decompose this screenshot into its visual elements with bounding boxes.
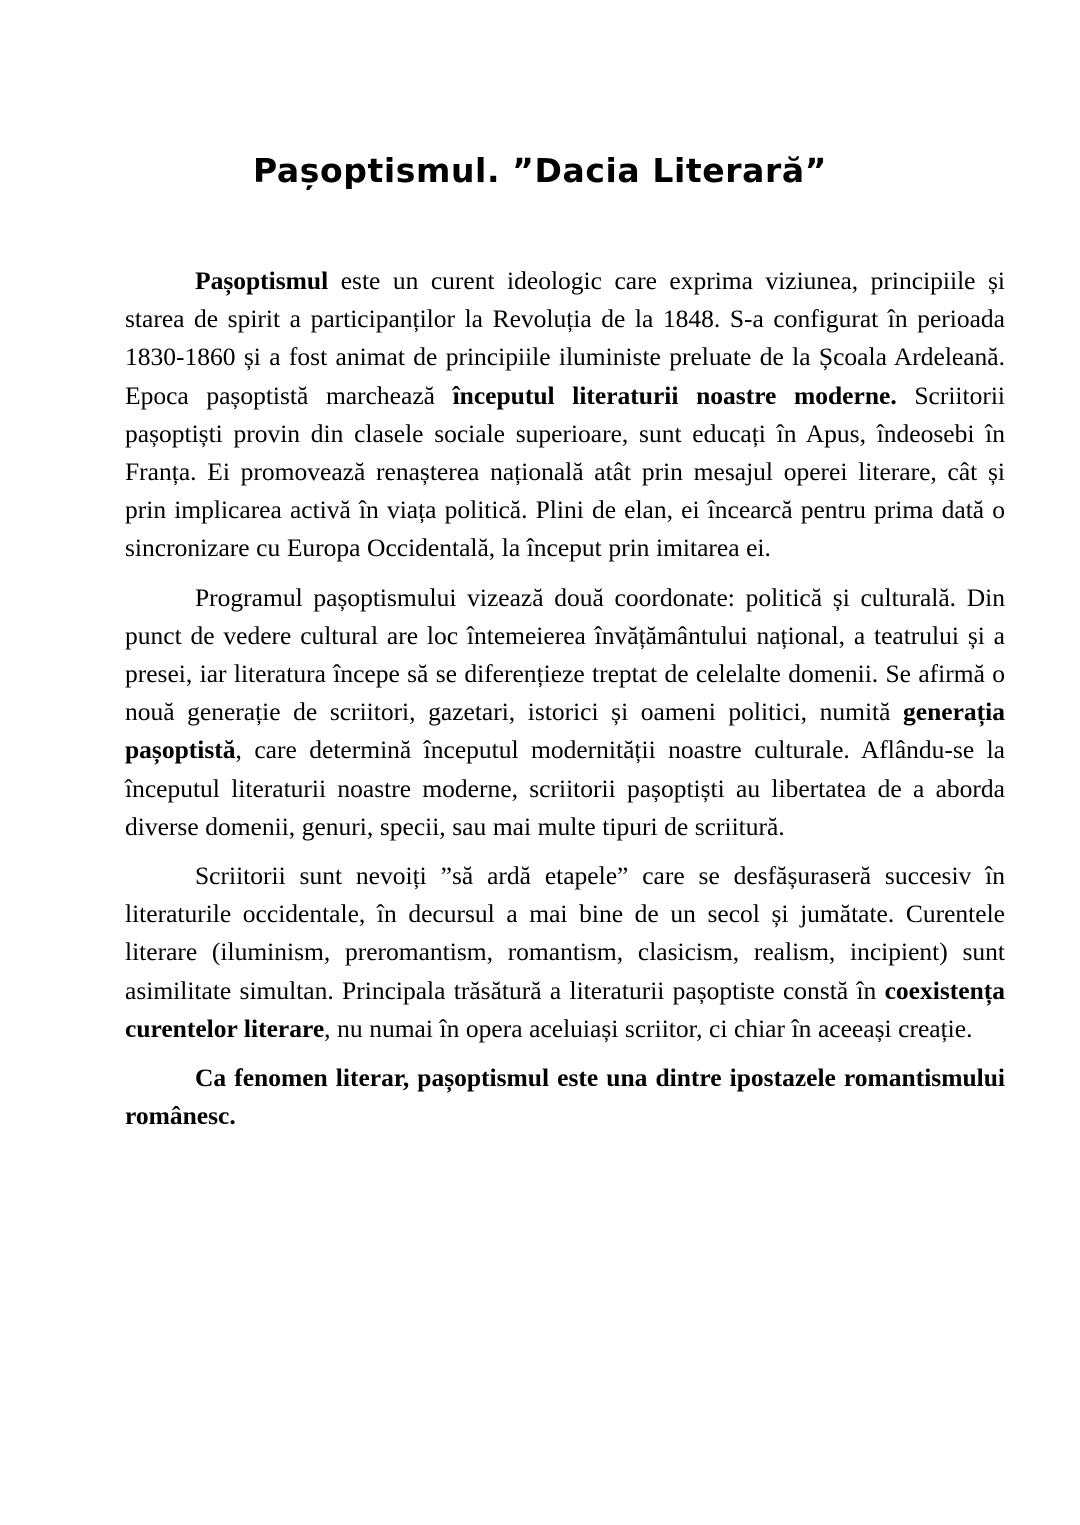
text-run-bold: generația pașoptistă xyxy=(125,697,1005,765)
text-run: Scriitorii sunt nevoiți ”să ardă etapele” care se desfășuraseră succesiv în literaturile occidentale, în decursul a mai bine de un secol și jumătate. Curentele literare (iluminism, preromantism, romantism, clasicism, realism, incipient) sunt asimilitate simultan. Principala trăsătură a literaturii pașoptiste constă în xyxy=(125,861,1005,1005)
text-run-bold: începutul literaturii noastre moderne. xyxy=(452,380,897,410)
text-run: Programul pașoptismului vizează două coordonate: politică și culturală. Din punct de vedere cultural are loc întemeierea învățământului național, a teatrului și a presei, iar literatura începe să se diferențieze treptat de celelalte domenii. Se afirmă o nouă generație de scriitori, gazetari, istorici și oameni politici, numită xyxy=(125,582,1005,727)
text-run: Scriitorii pașoptiști provin din clasele sociale superioare, sunt educați în Apus, îndeosebi în Franța. Ei promovează renașterea națională atât prin mesajul operei literare, cât și prin implicarea activă în viața politică. Plini de elan, ei încearcă pentru prima dată o sincronizare cu Europa Occidentală, la început prin imitarea ei. xyxy=(125,380,1005,563)
paragraph xyxy=(125,1059,1005,1135)
text-run: este un curent ideologic care exprima viziunea, principiile și starea de spirit a participanților la Revoluția de la 1848. S-a configurat în perioada 1830-1860 și a fost animat de principiile iluministe preluate de la Școala Ardeleană. Epoca pașoptistă marchează xyxy=(125,266,1005,410)
text-run-bold: Ca fenomen literar, pașoptismul este una dintre ipostazele romantismului românesc. xyxy=(125,1063,1005,1131)
document-body xyxy=(125,262,1005,1135)
paragraph xyxy=(125,857,1005,1048)
paragraph xyxy=(125,262,1005,568)
paragraph xyxy=(125,579,1005,846)
text-run: , nu numai în opera aceluiași scriitor, ci chiar în aceeași creație. xyxy=(324,1013,973,1043)
page-title: Pașoptismul. ”Dacia Literară” xyxy=(252,151,828,191)
text-run-bold: coexistența curentelor literare xyxy=(125,975,1005,1043)
text-run-bold: Pașoptismul xyxy=(195,266,329,295)
text-run: , care determină începutul modernității noastre culturale. Aflându-se la începutul literaturii noastre moderne, scriitorii pașoptiști au libertatea de a aborda diverse domenii, genuri, specii, sau mai multe tipuri de scriitură. xyxy=(125,735,1005,841)
